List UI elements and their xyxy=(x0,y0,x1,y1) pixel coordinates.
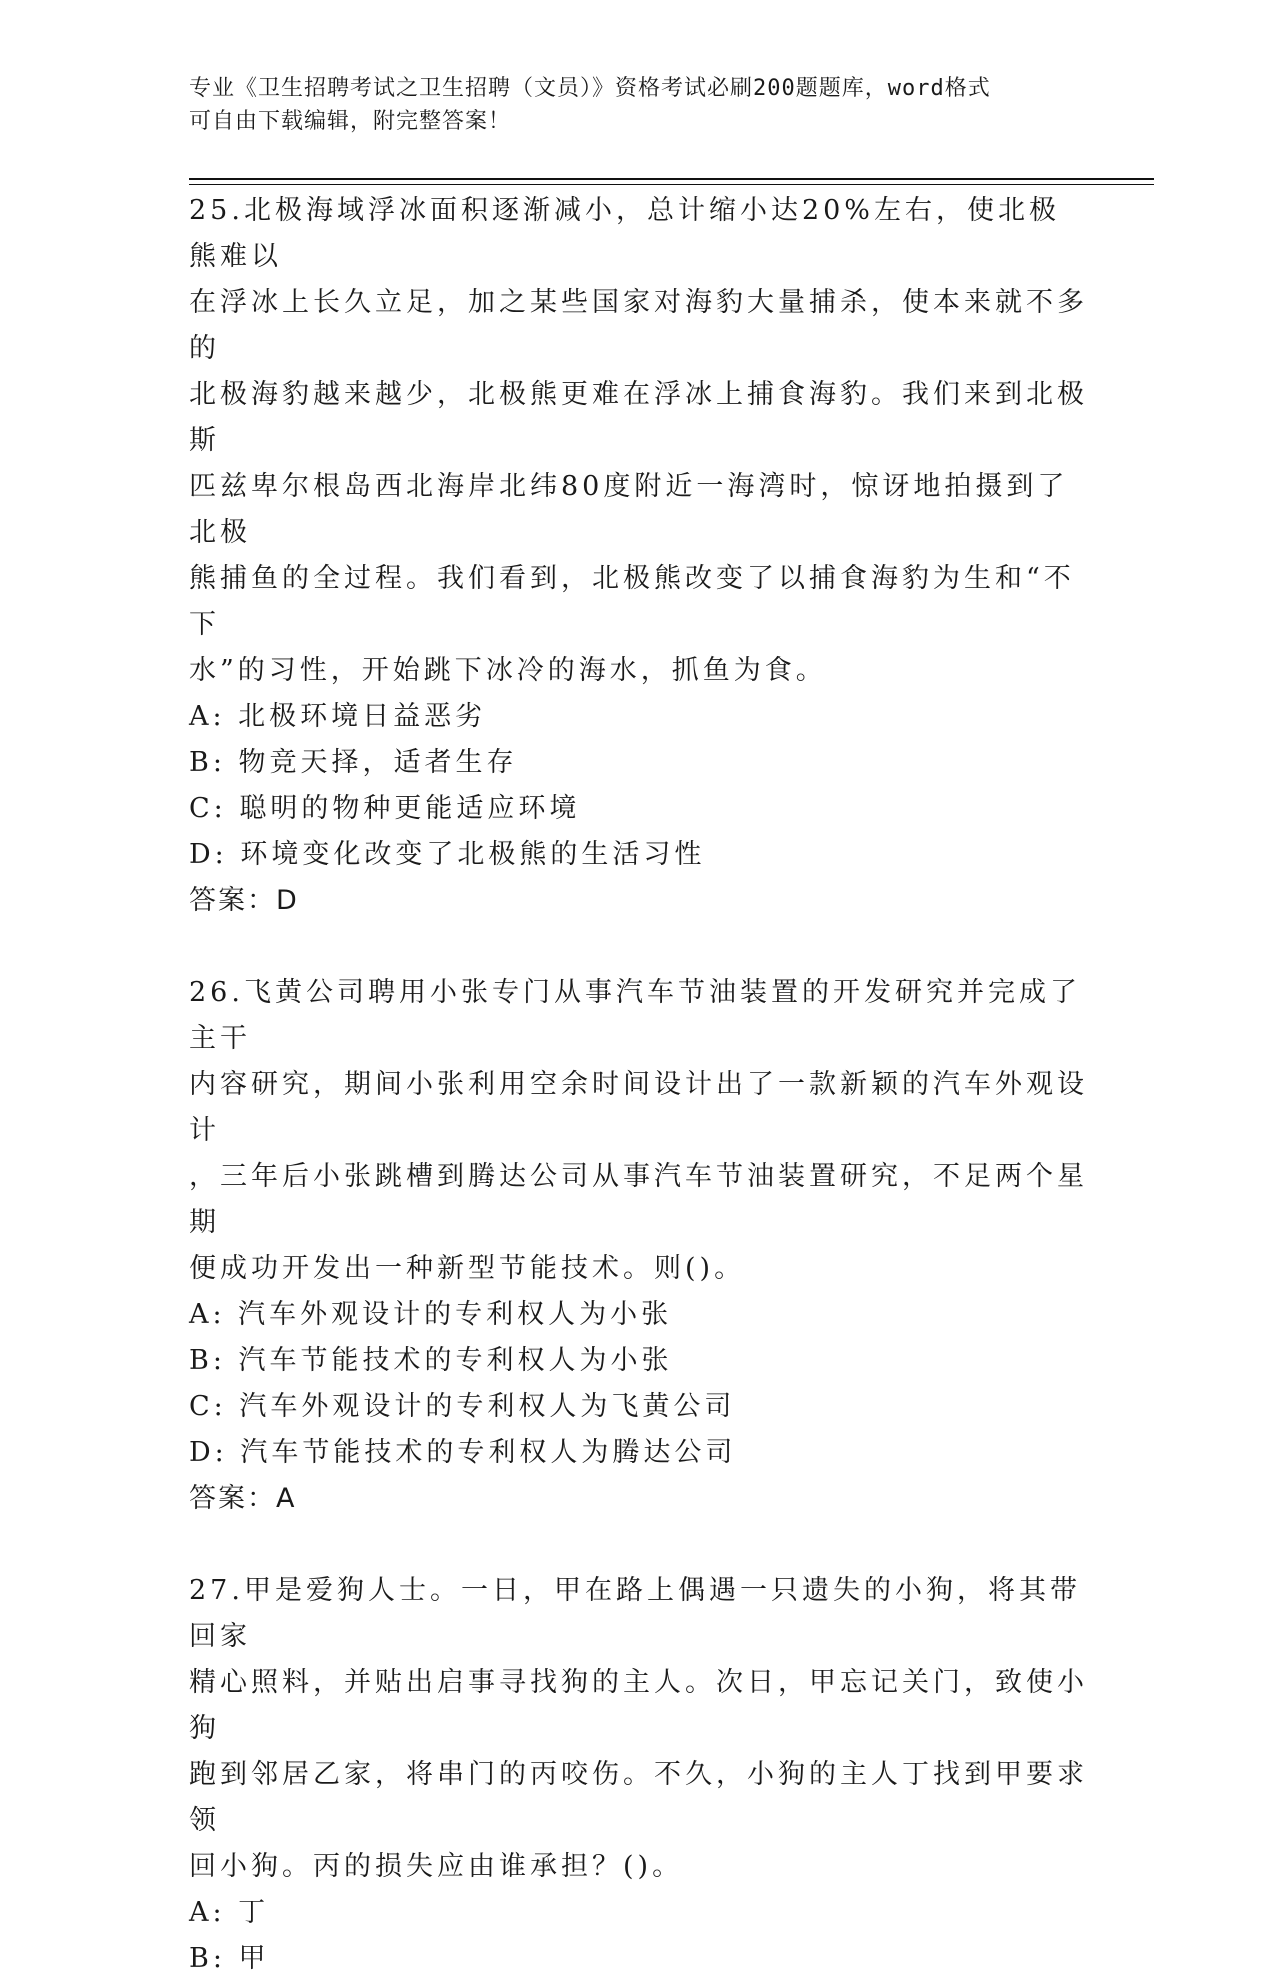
option-b: B: 汽车节能技术的专利权人为小张 xyxy=(189,1345,673,1376)
option-a: A: 丁 xyxy=(189,1897,270,1928)
option-b: B: 物竞天择，适者生存 xyxy=(189,747,518,778)
option-c: C: 汽车外观设计的专利权人为飞黄公司 xyxy=(189,1391,736,1422)
question-stem-line: 内容研究，期间小张利用空余时间设计出了一款新颖的汽车外观设计 xyxy=(189,1069,1088,1146)
option-d: D: 汽车节能技术的专利权人为腾达公司 xyxy=(189,1437,737,1468)
question-stem-line: 水”的习性，开始跳下冰冷的海水，抓鱼为食。 xyxy=(189,655,827,686)
spacer xyxy=(189,924,1089,970)
question-stem-line: 在浮冰上长久立足，加之某些国家对海豹大量捕杀，使本来就不多的 xyxy=(189,287,1088,364)
question-26 xyxy=(189,970,1089,1522)
question-stem-line: 25.北极海域浮冰面积逐渐减小，总计缩小达20%左右，使北极熊难以 xyxy=(189,195,1060,272)
question-stem-line: 跑到邻居乙家，将串门的丙咬伤。不久，小狗的主人丁找到甲要求领 xyxy=(189,1759,1088,1836)
question-stem-line: 26.飞黄公司聘用小张专门从事汽车节油装置的开发研究并完成了主干 xyxy=(189,977,1081,1054)
question-stem-line: 匹兹卑尔根岛西北海岸北纬80度附近一海湾时，惊讶地拍摄到了北极 xyxy=(189,471,1069,548)
question-stem-line: ，三年后小张跳槽到腾达公司从事汽车节油装置研究，不足两个星期 xyxy=(189,1161,1088,1238)
answer: 答案：A xyxy=(189,1483,297,1514)
option-a: A: 汽车外观设计的专利权人为小张 xyxy=(189,1299,673,1330)
question-stem-line: 回小狗。丙的损失应由谁承担？()。 xyxy=(189,1851,684,1882)
header-rule-thin xyxy=(189,184,1154,185)
question-list xyxy=(189,188,1089,1982)
header-line-1: 专业《卫生招聘考试之卫生招聘（文员）》资格考试必刷200题题库，word格式 xyxy=(189,76,991,101)
question-27 xyxy=(189,1568,1089,1982)
question-stem-line: 便成功开发出一种新型节能技术。则()。 xyxy=(189,1253,746,1284)
option-b: B: 甲 xyxy=(189,1943,270,1974)
spacer xyxy=(189,1522,1089,1568)
question-stem-line: 精心照料，并贴出启事寻找狗的主人。次日，甲忘记关门，致使小狗 xyxy=(189,1667,1088,1744)
header-rule-thick xyxy=(189,178,1154,180)
header-line-2: 可自由下载编辑，附完整答案！ xyxy=(189,109,512,134)
option-d: D: 环境变化改变了北极熊的生活习性 xyxy=(189,839,706,870)
question-stem-line: 北极海豹越来越少，北极熊更难在浮冰上捕食海豹。我们来到北极斯 xyxy=(189,379,1088,456)
question-stem-line: 27.甲是爱狗人士。一日，甲在路上偶遇一只遗失的小狗，将其带回家 xyxy=(189,1575,1081,1652)
option-c: C: 聪明的物种更能适应环境 xyxy=(189,793,581,824)
option-a: A: 北极环境日益恶劣 xyxy=(189,701,487,732)
question-25 xyxy=(189,188,1089,924)
answer: 答案：D xyxy=(189,885,299,916)
document-header xyxy=(189,72,1069,138)
question-stem-line: 熊捕鱼的全过程。我们看到，北极熊改变了以捕食海豹为生和“不下 xyxy=(189,563,1075,640)
